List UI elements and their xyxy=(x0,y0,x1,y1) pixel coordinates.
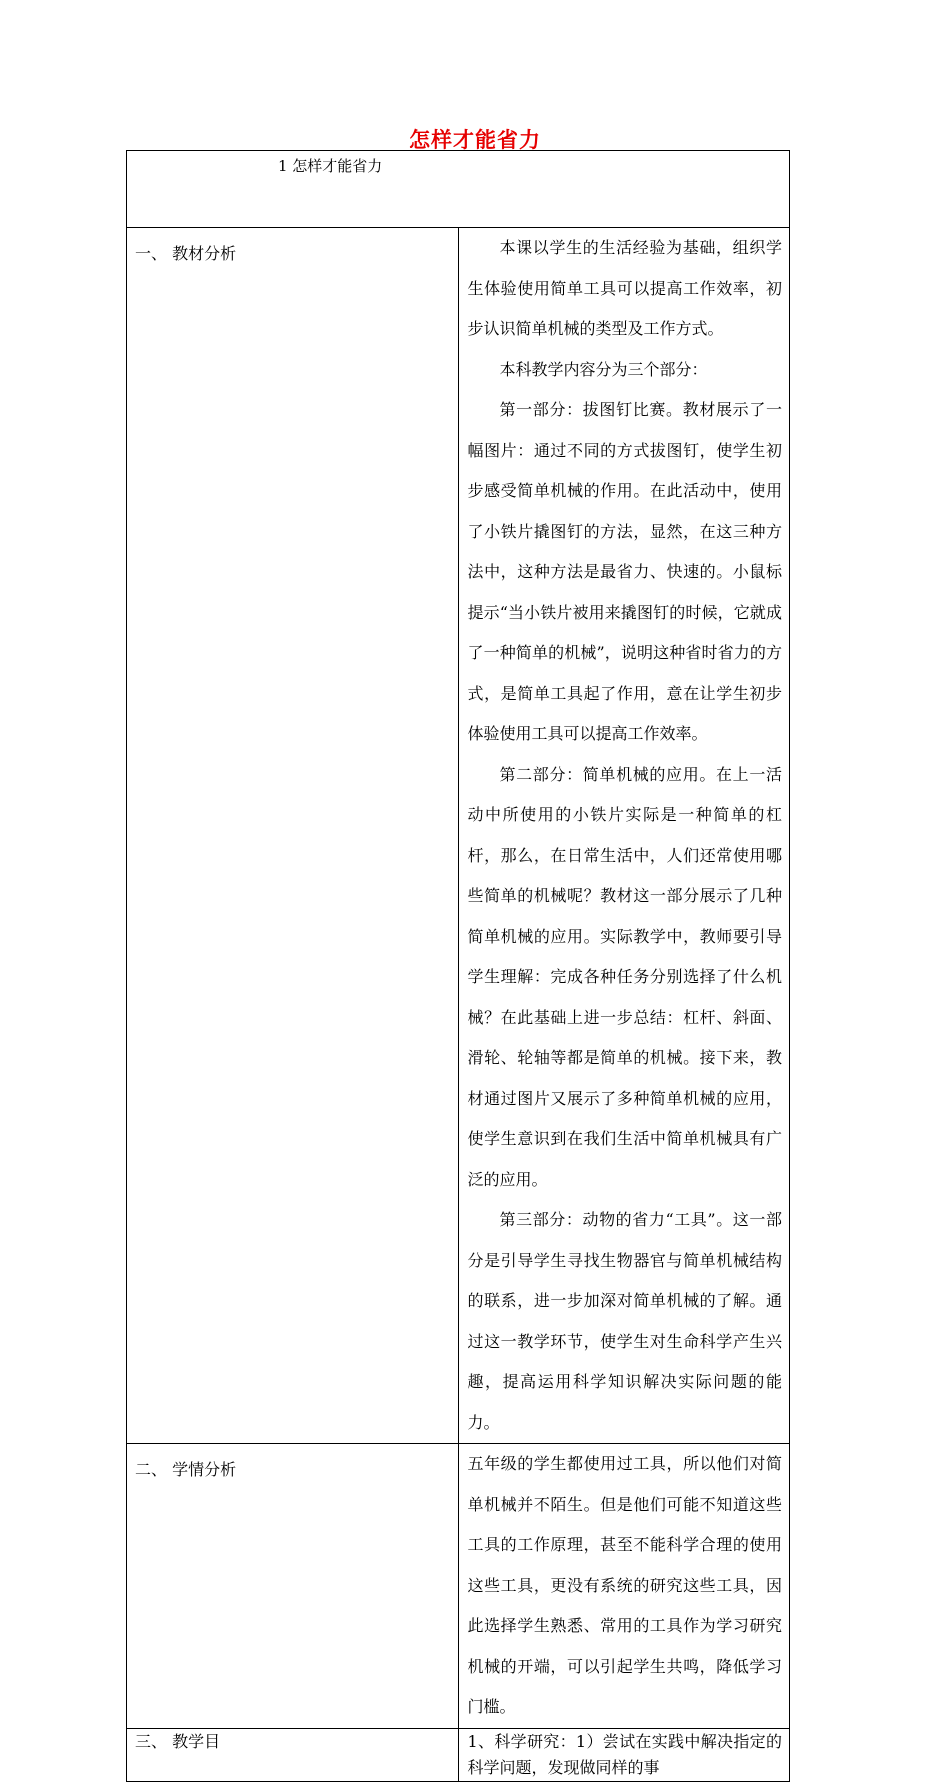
section-label: 一、 教材分析 xyxy=(135,244,237,263)
section-label: 三、 教学目 xyxy=(135,1731,221,1751)
header-cell xyxy=(127,151,790,228)
paragraph: 第二部分：简单机械的应用。在上一活动中所使用的小铁片实际是一种简单的杠杆，那么，在日常生活中，人们还常使用哪些简单的机械呢？教材这一部分展示了几种简单机械的应用。实际教学中，教师要引导学生理解：完成各种任务分别选择了什么机械？在此基础上进一步总结：杠杆、斜面、滑轮、轮轴等都是简单的机械。接下来，教材通过图片又展示了多种简单机械的应用，使学生意识到在我们生活中简单机械具有广泛的应用。 xyxy=(467,764,782,1189)
lesson-name: 1 怎样才能省力 xyxy=(278,157,383,175)
section-label-cell xyxy=(127,1444,459,1729)
section-content-cell xyxy=(458,228,790,1444)
section-row-teaching-goals xyxy=(127,1728,790,1781)
paragraph: 1、科学研究：1）尝试在实践中解决指定的科学问题，发现做同样的事 xyxy=(467,1731,782,1777)
section-content-cell xyxy=(458,1728,790,1781)
header-row xyxy=(127,151,790,228)
paragraph: 本课以学生的生活经验为基础，组织学生体验使用简单工具可以提高工作效率，初步认识简单机械的类型及工作方式。 xyxy=(467,238,782,338)
section-label-cell xyxy=(127,228,459,1444)
document-title: 怎样才能省力 xyxy=(409,128,541,152)
section-label: 二、 学情分析 xyxy=(135,1460,237,1479)
lesson-plan-table xyxy=(126,150,790,1782)
paragraph: 第三部分：动物的省力“工具”。这一部分是引导学生寻找生物器官与简单机械结构的联系，进一步加深对简单机械的了解。通过这一教学环节，使学生对生命科学产生兴趣，提高运用科学知识解决实际问题的能力。 xyxy=(467,1210,782,1432)
paragraph: 第一部分：拔图钉比赛。教材展示了一幅图片：通过不同的方式拔图钉，使学生初步感受简单机械的作用。在此活动中，使用了小铁片撬图钉的方法，显然，在这三种方法中，这种方法是最省力、快速的。小鼠标提示“当小铁片被用来撬图钉的时候，它就成了一种简单的机械”，说明这种省时省力的方式，是简单工具起了作用，意在让学生初步体验使用工具可以提高工作效率。 xyxy=(467,400,782,743)
section-row-student-analysis xyxy=(127,1444,790,1729)
section-content-cell xyxy=(458,1444,790,1729)
paragraph: 本科教学内容分为三个部分： xyxy=(499,359,708,379)
section-row-textbook-analysis xyxy=(127,228,790,1444)
paragraph: 五年级的学生都使用过工具，所以他们对简单机械并不陌生。但是他们可能不知道这些工具的工作原理，甚至不能科学合理的使用这些工具，更没有系统的研究这些工具，因此选择学生熟悉、常用的工具作为学习研究机械的开端，可以引起学生共鸣，降低学习门槛。 xyxy=(467,1454,782,1716)
section-label-cell xyxy=(127,1728,459,1781)
